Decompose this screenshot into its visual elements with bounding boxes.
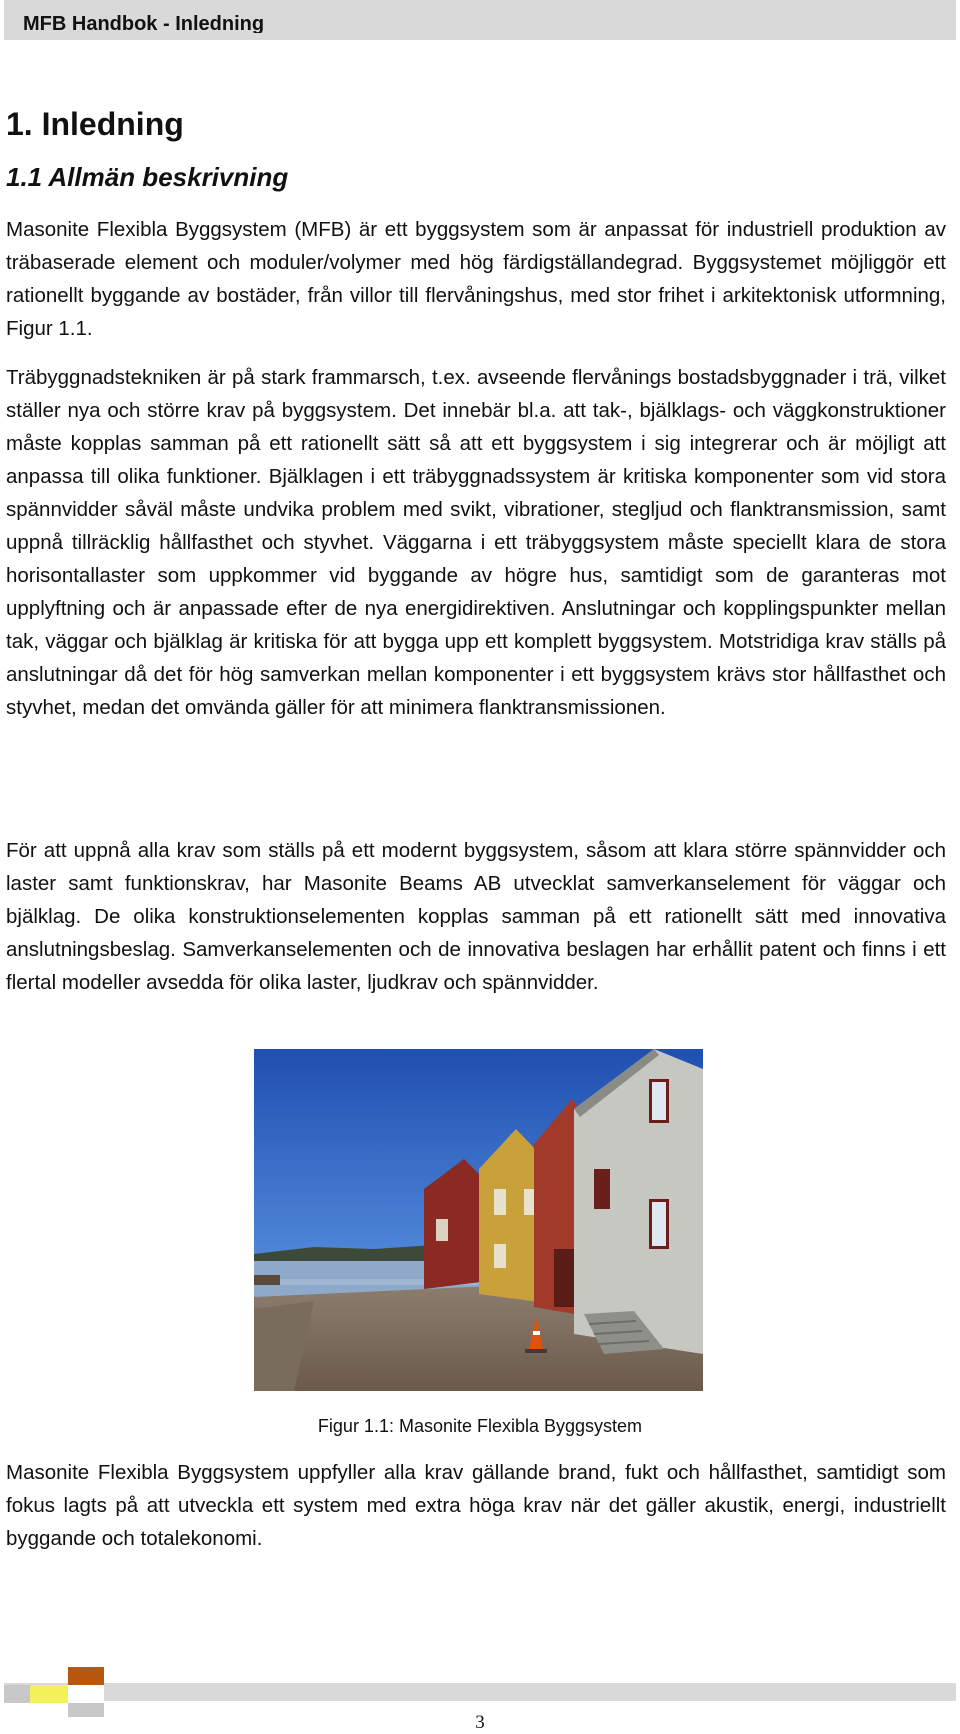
chapter-heading: 1. Inledning [6, 106, 184, 142]
figure-photo [254, 1049, 703, 1391]
paragraph-wood-construction: Träbyggnadstekniken är på stark frammarsch, t.ex. avseende flervånings bostadsbyggnader i trä, vilket ställer nya och större krav på byggsystem. Det innebär bl.a. att tak-, bjälklags- och väggkonstruktioner måste kopplas samman på ett rationellt sätt så att ett byggsystem i sig integrerar och är möjligt att anpassa till olika funktioner. Bjälklagen i ett träbyggnadssystem är kritiska komponenter som vid stora spännvidder såväl måste undvika problem med svikt, vibrationer, stegljud och flanktransmission, samt uppnå tillräcklig hållfasthet och styvhet. Väggarna i ett träbyggsystem måste speciellt klara de stora horisontallaster som uppkommer vid byggande av högre hus, samtidigt som de garanteras mot upplyftning och är anpassade efter de nya energidirektiven. Anslutningar och kopplingspunkter mellan tak, väggar och bjälklag är kritiska för att bygga upp ett komplett byggsystem. Motstridiga krav ställs på anslutningar då det för hög samverkan mellan komponenter i ett byggsystem krävs stor hållfasthet och styvhet, medan det omvända gäller för att minimera flanktransmissionen. [6, 366, 946, 719]
paragraph-intro: Masonite Flexibla Byggsystem (MFB) är ett byggsystem som är anpassat för industriell produktion av träbaserade element och moduler/volymer med hög färdigställandegrad. Byggsystemet möjliggör ett rationellt byggande av bostäder, från villor till flervåningshus, med stor frihet i arkitektonisk utformning, Figur 1.1. [6, 218, 946, 340]
paragraph-summary: Masonite Flexibla Byggsystem uppfyller alla krav gällande brand, fukt och hållfasthet, samtidigt som fokus lagts på att utveckla ett system med extra höga krav när det gäller akustik, energi, industriellt byggande och totalekonomi. [6, 1461, 946, 1550]
figure-caption: Figur 1.1: Masonite Flexibla Byggsystem [317, 1416, 643, 1436]
paragraph-composite-elements: För att uppnå alla krav som ställs på ett modernt byggsystem, såsom att klara större spännvidder och laster samt funktionskrav, har Masonite Beams AB utvecklat samverkanselement för väggar och bjälklag. De olika konstruktionselementen kopplas samman på ett rationellt sätt med innovativa anslutningsbeslag. Samverkanselementen och de innovativa beslagen har erhållit patent och finns i ett flertal modeller avsedda för olika laster, ljudkrav och spännvidder. [6, 839, 946, 994]
header-bar [4, 0, 956, 40]
page-number: 3 [475, 1712, 485, 1733]
footer-bar [4, 1683, 956, 1701]
section-heading: 1.1 Allmän beskrivning [6, 162, 289, 192]
document-title: MFB Handbok - Inledning [23, 13, 265, 33]
company-logo [4, 1665, 104, 1719]
